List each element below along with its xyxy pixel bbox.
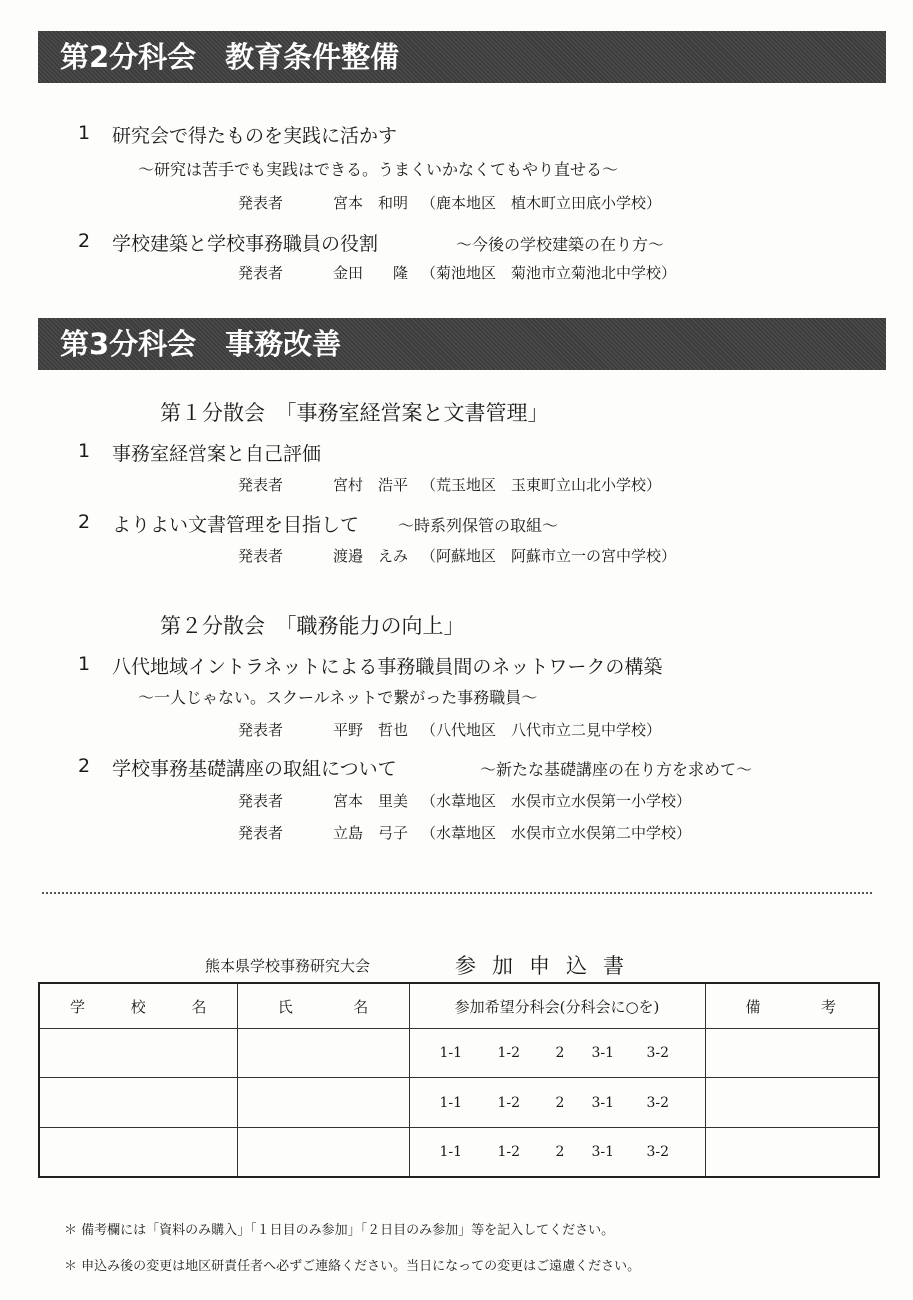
session-options xyxy=(409,1127,705,1177)
footnote-remarks: ＊ 備考欄には「資料のみ購入」「１日目のみ参加」「２日目のみ参加」等を記入してください。 xyxy=(64,1223,615,1238)
presenter-name: 宮本 和明 xyxy=(333,194,409,212)
header-notes: 備 考 xyxy=(705,983,879,1029)
presenter-label: 発表者 xyxy=(238,547,284,565)
session-options xyxy=(409,1029,705,1078)
section2-item2-title: 学校建築と学校事務職員の役割 xyxy=(112,233,379,255)
person-name-field[interactable] xyxy=(237,1078,409,1127)
group2-item2-number: 2 xyxy=(78,755,91,777)
presenter-label: 発表者 xyxy=(238,264,284,282)
notes-field[interactable] xyxy=(705,1078,879,1127)
option-1-1[interactable]: 1-1 xyxy=(439,1094,463,1111)
form-row xyxy=(39,1127,879,1177)
dispersal-group2-heading: 第２分散会 「職務能力の向上」 xyxy=(160,614,465,638)
group1-item1-title: 事務室経営案と自己評価 xyxy=(112,443,322,465)
presenter-affiliation: （八代地区 八代市立二見中学校） xyxy=(421,721,662,739)
group2-item1-subtitle: 〜一人じゃない。スクールネットで繋がった事務職員〜 xyxy=(138,688,538,707)
notes-field[interactable] xyxy=(705,1127,879,1177)
group2-item1-title: 八代地域イントラネットによる事務職員間のネットワークの構築 xyxy=(112,656,663,678)
section2-item2-number: 2 xyxy=(78,230,91,252)
group2-item2-title: 学校事務基礎講座の取組について xyxy=(112,758,397,780)
header-school-name: 学 校 名 xyxy=(39,983,237,1029)
header-desired-session: 参加希望分科会(分科会に○を) xyxy=(409,983,705,1029)
school-name-field[interactable] xyxy=(39,1127,237,1177)
section2-item1-number: 1 xyxy=(78,122,91,144)
presenter-name: 渡邉 えみ xyxy=(333,547,409,565)
presenter-affiliation: （鹿本地区 植木町立田底小学校） xyxy=(421,194,662,212)
option-3-1[interactable]: 3-1 xyxy=(591,1143,615,1160)
section2-item1-title: 研究会で得たものを実践に活かす xyxy=(112,125,398,147)
school-name-field[interactable] xyxy=(39,1078,237,1127)
option-3-1[interactable]: 3-1 xyxy=(591,1045,615,1062)
cut-line-divider xyxy=(42,892,872,894)
section2-item1-subtitle: 〜研究は苦手でも実践はできる。うまくいかなくてもやり直せる〜 xyxy=(138,160,619,179)
group1-item2-title: よりよい文書管理を目指して xyxy=(112,514,360,536)
presenter-name: 宮村 浩平 xyxy=(333,476,409,494)
presenter-name: 立島 弓子 xyxy=(333,824,409,842)
option-3-2[interactable]: 3-2 xyxy=(646,1045,670,1062)
school-name-field[interactable] xyxy=(39,1029,237,1078)
application-form-table xyxy=(38,982,880,1178)
option-3-1[interactable]: 3-1 xyxy=(591,1094,615,1111)
option-1-1[interactable]: 1-1 xyxy=(439,1045,463,1062)
presenter-name: 平野 哲也 xyxy=(333,721,409,739)
option-1-2[interactable]: 1-2 xyxy=(497,1143,521,1160)
option-3-2[interactable]: 3-2 xyxy=(646,1143,670,1160)
presenter-affiliation: （菊池地区 菊池市立菊池北中学校） xyxy=(421,264,677,282)
group1-item2-subtitle: 〜時系列保管の取組〜 xyxy=(398,516,559,535)
presenter-name: 宮本 里美 xyxy=(333,792,409,810)
section2-item2-subtitle: 〜今後の学校建築の在り方〜 xyxy=(456,235,665,254)
header-person-name: 氏 名 xyxy=(237,983,409,1029)
presenter-label: 発表者 xyxy=(238,194,284,212)
option-1-2[interactable]: 1-2 xyxy=(497,1045,521,1062)
form-row xyxy=(39,1078,879,1127)
group1-item1-number: 1 xyxy=(78,440,91,462)
section3-banner: 第3分科会 事務改善 xyxy=(38,318,886,370)
form-title: 参加申込書 xyxy=(455,954,640,978)
option-2[interactable]: 2 xyxy=(555,1143,565,1160)
option-1-1[interactable]: 1-1 xyxy=(439,1143,463,1160)
form-event-name: 熊本県学校事務研究大会 xyxy=(205,957,371,975)
option-2[interactable]: 2 xyxy=(555,1045,565,1062)
presenter-affiliation: （荒玉地区 玉東町立山北小学校） xyxy=(421,476,662,494)
option-1-2[interactable]: 1-2 xyxy=(497,1094,521,1111)
presenter-name: 金田 隆 xyxy=(333,264,409,282)
person-name-field[interactable] xyxy=(237,1127,409,1177)
form-row xyxy=(39,1029,879,1078)
session-options xyxy=(409,1078,705,1127)
group2-item2-subtitle: 〜新たな基礎講座の在り方を求めて〜 xyxy=(480,760,753,779)
presenter-affiliation: （水葦地区 水俣市立水俣第一小学校） xyxy=(421,792,692,810)
presenter-label: 発表者 xyxy=(238,792,284,810)
presenter-affiliation: （阿蘇地区 阿蘇市立一の宮中学校） xyxy=(421,547,677,565)
presenter-label: 発表者 xyxy=(238,824,284,842)
footnote-changes: ＊ 申込み後の変更は地区研責任者へ必ずご連絡ください。当日になっての変更はご遠慮ください。 xyxy=(64,1259,641,1274)
section2-banner: 第2分科会 教育条件整備 xyxy=(38,31,886,83)
group2-item1-number: 1 xyxy=(78,653,91,675)
option-3-2[interactable]: 3-2 xyxy=(646,1094,670,1111)
form-header-row xyxy=(39,983,879,1029)
group1-item2-number: 2 xyxy=(78,511,91,533)
option-2[interactable]: 2 xyxy=(555,1094,565,1111)
notes-field[interactable] xyxy=(705,1029,879,1078)
dispersal-group1-heading: 第１分散会 「事務室経営案と文書管理」 xyxy=(160,401,549,425)
presenter-label: 発表者 xyxy=(238,476,284,494)
presenter-affiliation: （水葦地区 水俣市立水俣第二中学校） xyxy=(421,824,692,842)
presenter-label: 発表者 xyxy=(238,721,284,739)
person-name-field[interactable] xyxy=(237,1029,409,1078)
